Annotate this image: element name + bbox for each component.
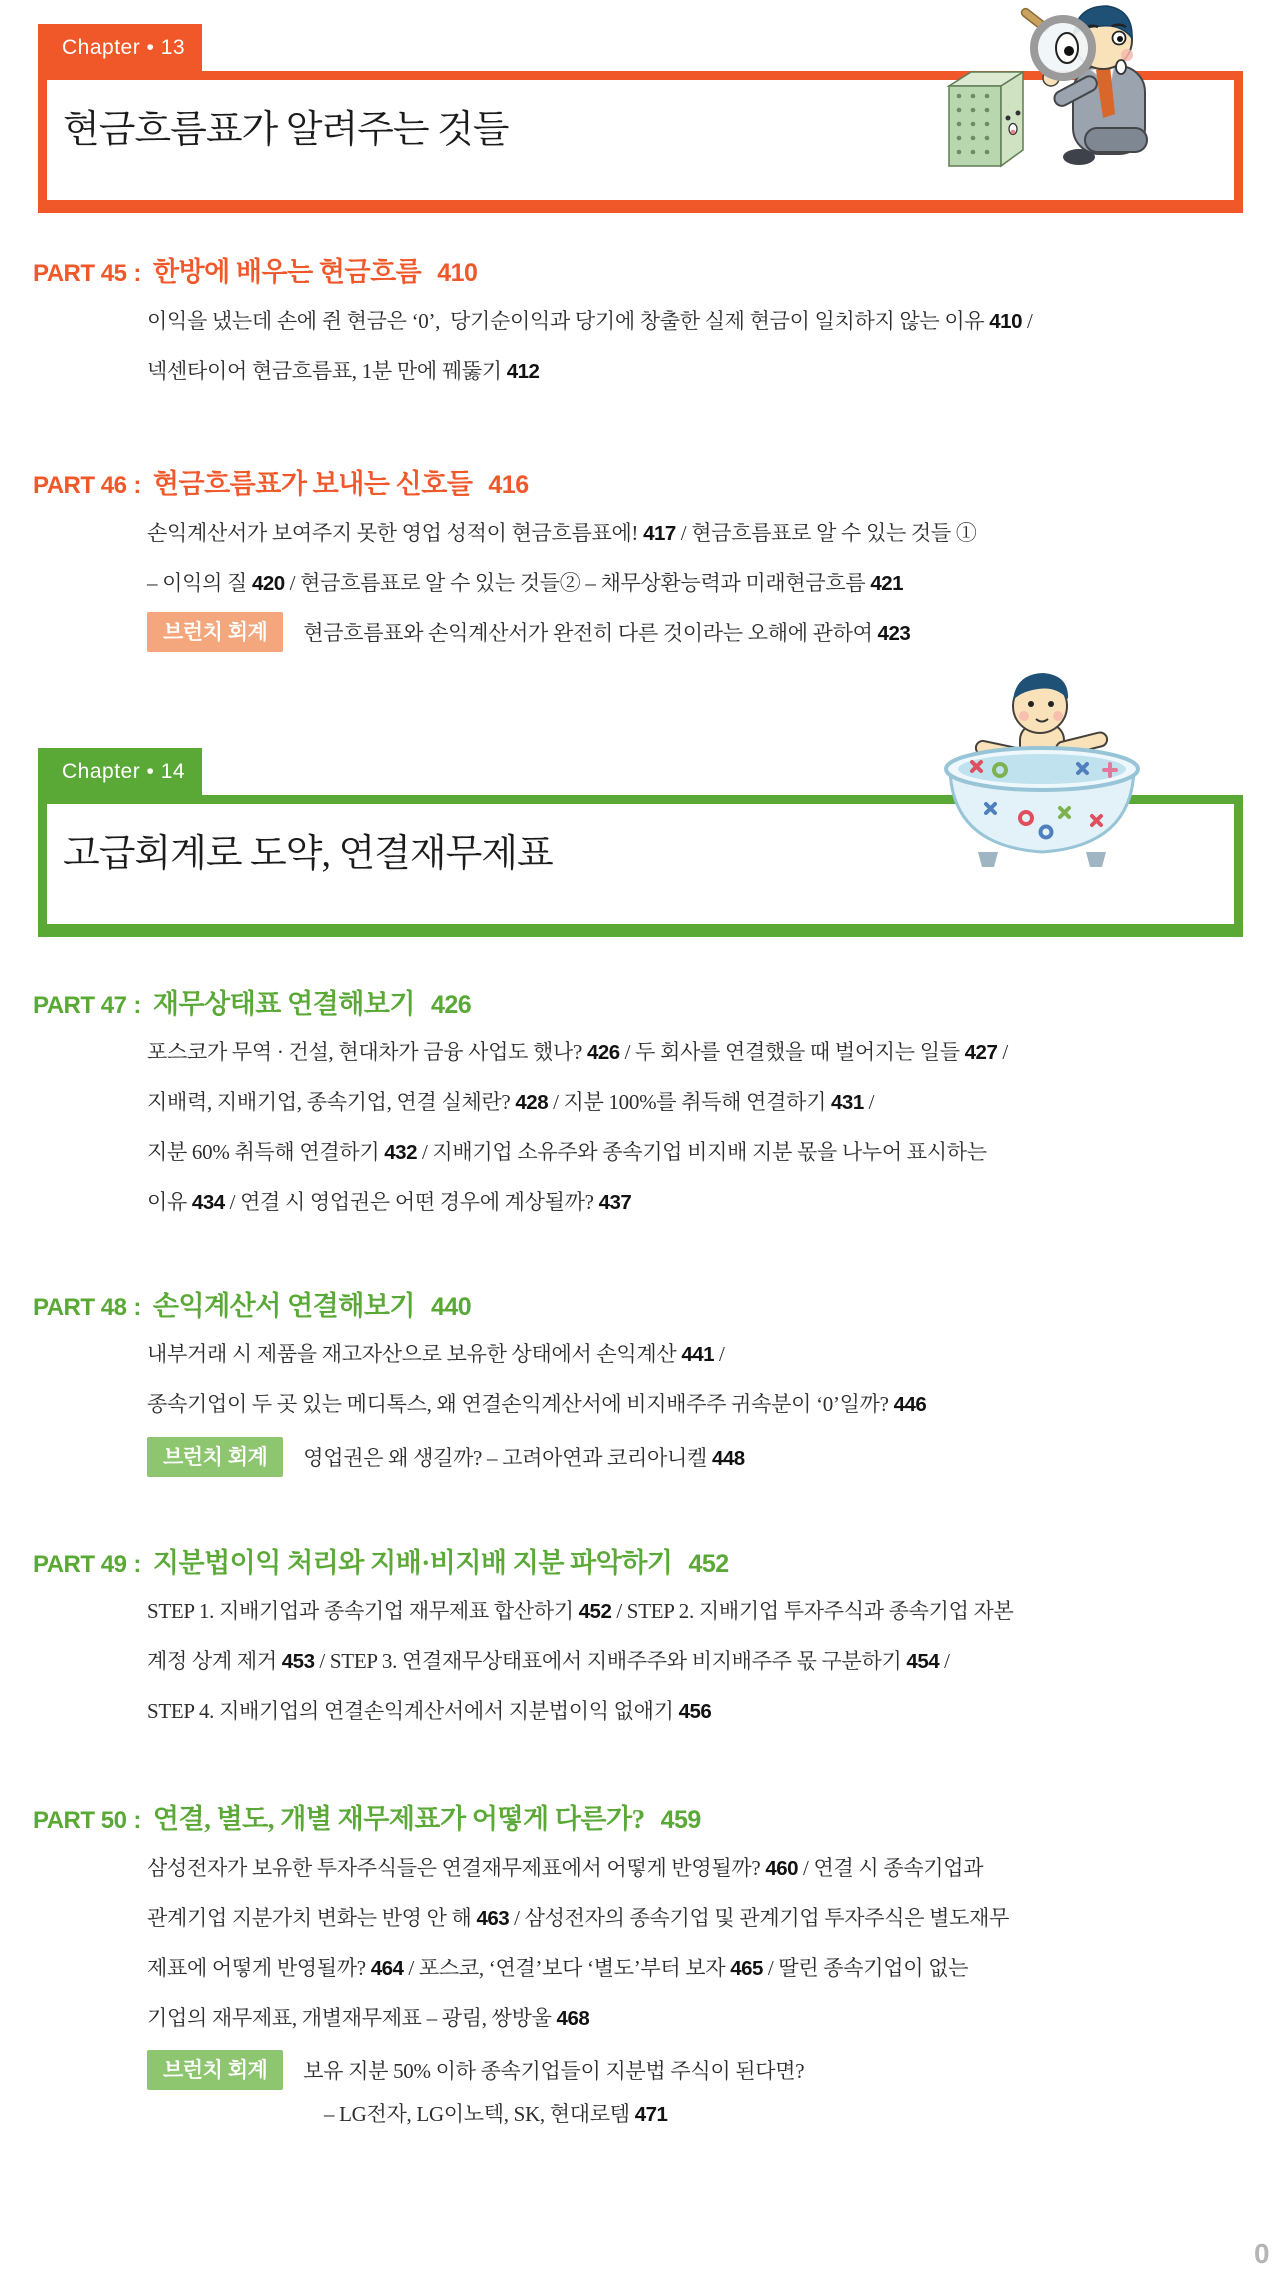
chapter-13-tab-label: Chapter • 13 xyxy=(62,35,186,59)
toc-line: 계정 상계 제거 453 / STEP 3. 연결재무상태표에서 지배주주와 비지배주주 몫 구분하기 454 / xyxy=(147,1649,950,1673)
part-page-number: 459 xyxy=(660,1806,701,1834)
bathing-man-head xyxy=(1013,673,1068,733)
part-47-heading xyxy=(33,982,471,1021)
toc-line: 넥센타이어 현금흐름표, 1분 만에 꿰뚫기 412 xyxy=(147,359,540,383)
chapter-13-tab xyxy=(38,24,202,71)
part-title: 연결, 별도, 개별 재무제표가 어떻게 다른가? xyxy=(152,1804,645,1834)
toc-line: 지배력, 지배기업, 종속기업, 연결 실체란? 428 / 지분 100%를 취득해 연결하기 431 / xyxy=(147,1090,875,1114)
part-label: PART 46 xyxy=(33,472,127,499)
part-page-number: 452 xyxy=(688,1550,729,1578)
chapter-14-title: 고급회계로 도약, 연결재무제표 xyxy=(63,833,553,875)
toc-line: 기업의 재무제표, 개별재무제표 – 광림, 쌍방울 468 xyxy=(147,2006,590,2030)
branch-badge: 브런치 회계 xyxy=(147,612,283,652)
part-title: 재무상태표 연결해보기 xyxy=(152,989,415,1019)
chapter-14-tab-label: Chapter • 14 xyxy=(62,759,186,783)
branch-text: 현금흐름표와 손익계산서가 완전히 다른 것이라는 오해에 관하여 423 xyxy=(303,621,911,645)
toc-line: 포스코가 무역 · 건설, 현대차가 금융 사업도 했나? 426 / 두 회사를 연결했을 때 벌어지는 일들 427 / xyxy=(147,1040,1008,1064)
toc-line: 이유 434 / 연결 시 영업권은 어떤 경우에 계상될까? 437 xyxy=(147,1190,632,1214)
toc-line: STEP 4. 지배기업의 연결손익계산서에서 지분법이익 없애기 456 xyxy=(147,1699,712,1723)
toc-line: – 이익의 질 420 / 현금흐름표로 알 수 있는 것들② – 채무상환능력과 미래현금흐름 421 xyxy=(147,571,904,595)
toc-line: 손익계산서가 보여주지 못한 영업 성적이 현금흐름표에! 417 / 현금흐름표로 알 수 있는 것들 ① xyxy=(147,521,977,545)
inspector-man xyxy=(1020,6,1147,165)
part-separator: : xyxy=(133,1551,141,1578)
part-separator: : xyxy=(133,1807,141,1834)
part-separator: : xyxy=(133,1294,141,1321)
part-title: 현금흐름표가 보내는 신호들 xyxy=(152,469,473,499)
part-separator: : xyxy=(133,260,141,287)
bathtub-man-illustration xyxy=(928,666,1158,881)
part-separator: : xyxy=(133,472,141,499)
part-label: PART 47 xyxy=(33,992,127,1019)
part-46-heading xyxy=(33,462,529,501)
toc-line: 지분 60% 취득해 연결하기 432 / 지배기업 소유주와 종속기업 비지배 지분 몫을 나누어 표시하는 xyxy=(147,1140,987,1164)
part-title: 한방에 배우는 현금흐름 xyxy=(152,257,422,287)
page-corner-mark: 0 xyxy=(1254,2238,1270,2269)
branch-text: 보유 지분 50% 이하 종속기업들이 지분법 주식이 된다면? xyxy=(303,2059,805,2083)
part-page-number: 410 xyxy=(437,259,478,287)
chapter-13-title: 현금흐름표가 알려주는 것들 xyxy=(63,109,509,151)
part-50-heading xyxy=(33,1797,701,1836)
toc-line: 종속기업이 두 곳 있는 메디톡스, 왜 연결손익계산서에 비지배주주 귀속분이 ‘0’일까? 446 xyxy=(147,1392,927,1416)
part-45-heading xyxy=(33,250,477,289)
toc-line: 관계기업 지분가치 변화는 반영 안 해 463 / 삼성전자의 종속기업 및 관계기업 투자주식은 별도재무 xyxy=(147,1906,1010,1930)
toc-line: STEP 1. 지배기업과 종속기업 재무제표 합산하기 452 / STEP 2. 지배기업 투자주식과 종속기업 자본 xyxy=(147,1599,1014,1623)
toc-line: 내부거래 시 제품을 재고자산으로 보유한 상태에서 손익계산 441 / xyxy=(147,1342,725,1366)
part-label: PART 45 xyxy=(33,260,127,287)
branch-accounting-note-continued xyxy=(304,2098,667,2128)
branch-badge: 브런치 회계 xyxy=(147,1437,283,1477)
magnifier-man-illustration xyxy=(935,0,1150,170)
toc-line: 제표에 어떻게 반영될까? 464 / 포스코, ‘연결’보다 ‘별도’부터 보자 465 / 딸린 종속기업이 없는 xyxy=(147,1956,969,1980)
part-49-heading xyxy=(33,1541,729,1580)
chapter-14-tab xyxy=(38,748,202,795)
branch-text: – LG전자, LG이노텍, SK, 현대로템 471 xyxy=(324,2102,668,2126)
part-separator: : xyxy=(133,992,141,1019)
branch-accounting-note xyxy=(147,2050,804,2090)
toc-line: 삼성전자가 보유한 투자주식들은 연결재무제표에서 어떻게 반영될까? 460 / 연결 시 종속기업과 xyxy=(147,1856,984,1880)
branch-badge: 브런치 회계 xyxy=(147,2050,283,2090)
part-page-number: 426 xyxy=(431,991,472,1019)
branch-accounting-note xyxy=(147,612,910,652)
part-label: PART 48 xyxy=(33,1294,127,1321)
part-page-number: 416 xyxy=(488,471,529,499)
branch-accounting-note xyxy=(147,1437,745,1477)
toc-line: 이익을 냈는데 손에 쥔 현금은 ‘0’, 당기순이익과 당기에 창출한 실제 현금이 일치하지 않는 이유 410 / xyxy=(147,309,1033,333)
part-page-number: 440 xyxy=(431,1293,472,1321)
part-label: PART 50 xyxy=(33,1807,127,1834)
part-48-heading xyxy=(33,1284,471,1323)
small-building xyxy=(949,72,1023,166)
branch-text: 영업권은 왜 생길까? – 고려아연과 코리아니켈 448 xyxy=(303,1446,745,1470)
part-title: 손익계산서 연결해보기 xyxy=(152,1291,415,1321)
part-label: PART 49 xyxy=(33,1551,127,1578)
part-title: 지분법이익 처리와 지배·비지배 지분 파악하기 xyxy=(152,1548,673,1578)
